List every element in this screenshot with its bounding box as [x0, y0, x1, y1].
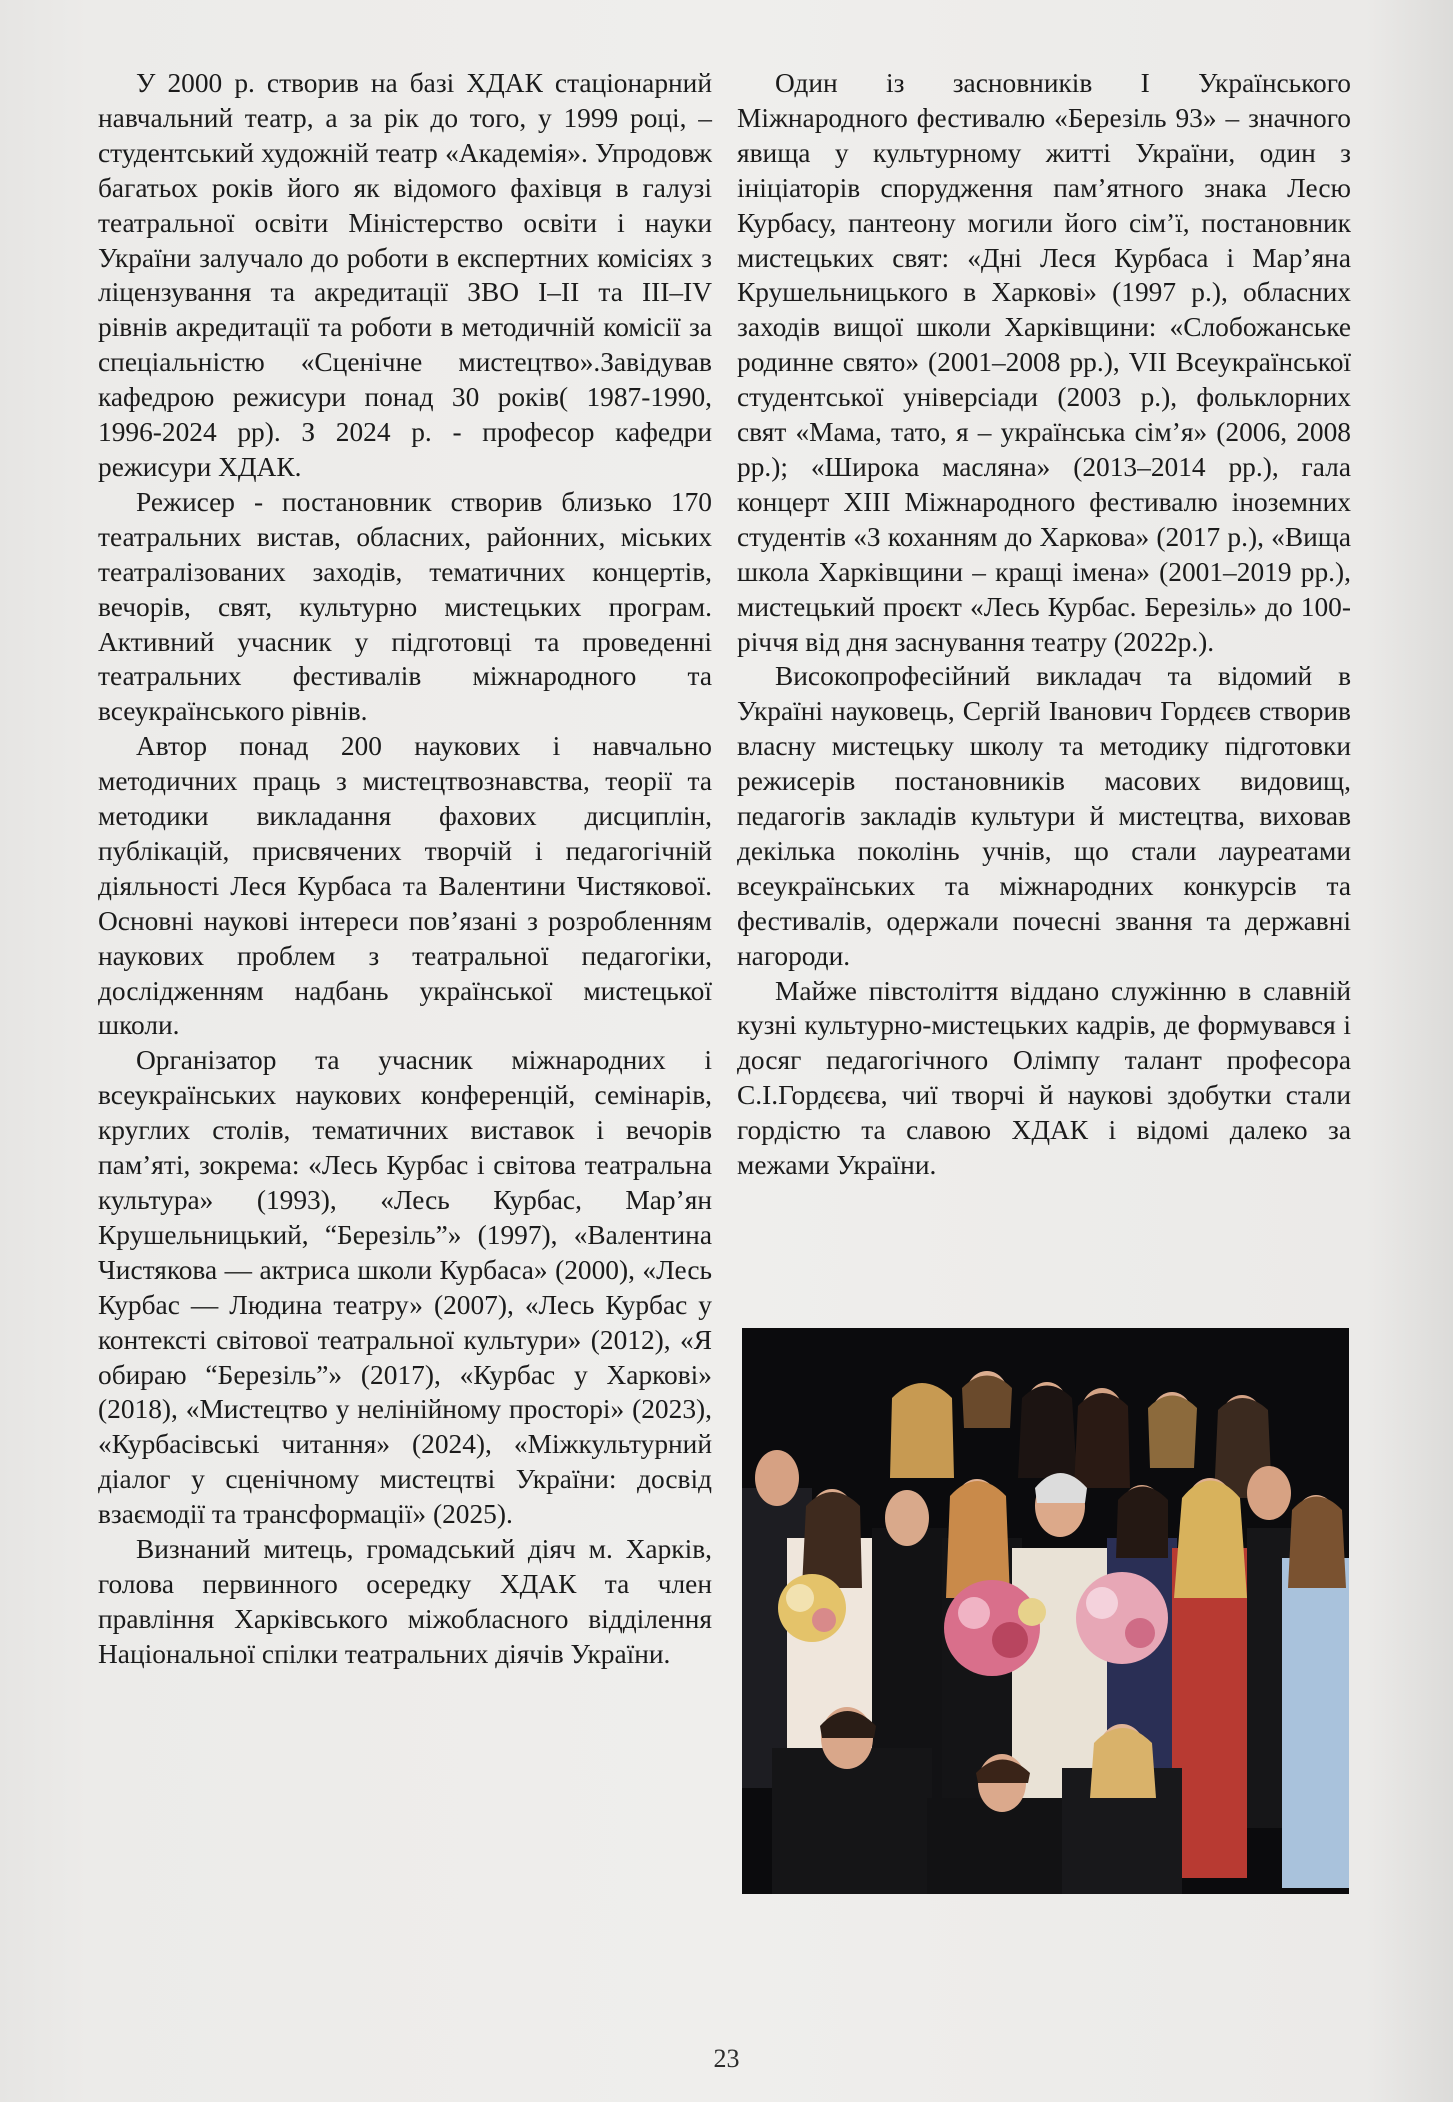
paragraph-teaching-school: Високопрофесійний викладач та відомий в Україні науковець, Сергій Іванович Гордєєв створив власну мистецьку школу та методику підготовки режисерів постановників масових видовищ, педагогів закладів культури й мистецтва, виховав декілька поколінь учнів, що стали лауреатами всеукраїнських та міжнародних конкурсів та фестивалів, одержали почесні звання та державні нагороди.	[737, 661, 1351, 971]
right-text-column	[737, 66, 1351, 1183]
page-number: 23	[713, 2044, 740, 2073]
group-photo	[742, 1328, 1349, 1894]
left-text-column	[98, 66, 712, 1672]
paragraph-festival-founder: Один із засновників І Українського Міжнародного фестивалю «Березіль 93» – значного явища у культурному житті України, один з ініціаторів спорудження пам’ятного знака Лесю Курбасу, пантеону могили його сім’ї, постановник мистецьких свят: «Дні Леся Курбаса і Мар’яна Крушельницького в Харкові» (1997 р.), обласних заходів вищої школи Харківщини: «Слобожанське родинне свято» (2001–2008 рр.), VII Всеукраїнської студентської універсіади (2003 р.), фольклорних свят «Мама, тато, я – українська сім’я» (2006, 2008 рр.); «Широка масляна» (2013–2014 рр.), гала концерт XIII Міжнародного фестивалю іноземних студентів «З коханням до Харкова» (2017 р.), «Вища школа Харківщини – кращі імена» (2001–2019 рр.), мистецький проєкт «Лесь Курбас. Березіль» до 100-річчя від дня заснування театру (2022р.).	[737, 68, 1351, 657]
group-photo-illustration	[742, 1328, 1349, 1894]
paragraph-public-activity: Визнаний митець, громадський діяч м. Харків, голова первинного осередку ХДАК та член правління Харківського міжобласного відділення Національної спілки театральних діячів України.	[98, 1534, 712, 1669]
paragraph-conferences: Організатор та учасник міжнародних і всеукраїнських наукових конференцій, семінарів, круглих столів, тематичних виставок і вечорів пам’яті, зокрема: «Лесь Курбас і світова театральна культура» (1993), «Лесь Курбас, Мар’ян Крушельницький, “Березіль”» (1997), «Валентина Чистякова — актриса школи Курбаса» (2000), «Лесь Курбас — Людина театру» (2007), «Лесь Курбас у контексті світової театральної культури» (2012), «Я обираю “Березіль”» (2017), «Курбас у Харкові» (2018), «Мистецтво у нелінійному просторі» (2023), «Курбасівські читання» (2024), «Міжкультурний діалог у сценічному мистецтві України: досвід взаємодії та трансформації» (2025).	[98, 1045, 712, 1530]
paragraph-half-century: Майже півстоліття віддано служінню в славній кузні культурно-мистецьких кадрів, де формувався і досяг педагогічного Олімпу талант професора С.І.Гордєєва, чиї творчі й наукові здобутки стали гордістю та славою ХДАК і відомі далеко за межами України.	[737, 975, 1351, 1181]
paragraph-director-works: Режисер - постановник створив близько 170 театральних вистав, обласних, районних, міських театралізованих заходів, тематичних концертів, вечорів, свят, культурно мистецьких програм. Активний учасник у підготовці та проведенні театральних фестивалів міжнародного та всеукраїнського рівнів.	[98, 486, 712, 727]
paragraph-biography-theatre: У 2000 р. створив на базі ХДАК стаціонарний навчальний театр, а за рік до того, у 1999 році, – студентський художній театр «Академія». Упродовж багатьох років його як відомого фахівця в галузі театральної освіти Міністерство освіти і науки України залучало до роботи в експертних комісіях з ліцензування та акредитації ЗВО І–ІІ та ІІІ–IV рівнів акредитації та роботи в методичній комісії за спеціальністю «Сценічне мистецтво».Завідував кафедрою режисури понад 30 років( 1987-1990, 1996-2024 рр). З 2024 р. - професор кафедри режисури ХДАК.	[98, 68, 712, 482]
paragraph-scientific-works: Автор понад 200 наукових і навчально методичних праць з мистецтвознавства, теорії та методики викладання фахових дисциплін, публікацій, присвячених творчій і педагогічній діяльності Леся Курбаса та Валентини Чистякової. Основні наукові інтереси пов’язані з розробленням наукових проблем з театральної педагогіки, дослідженням надбань української мистецької школи.	[98, 731, 712, 1041]
